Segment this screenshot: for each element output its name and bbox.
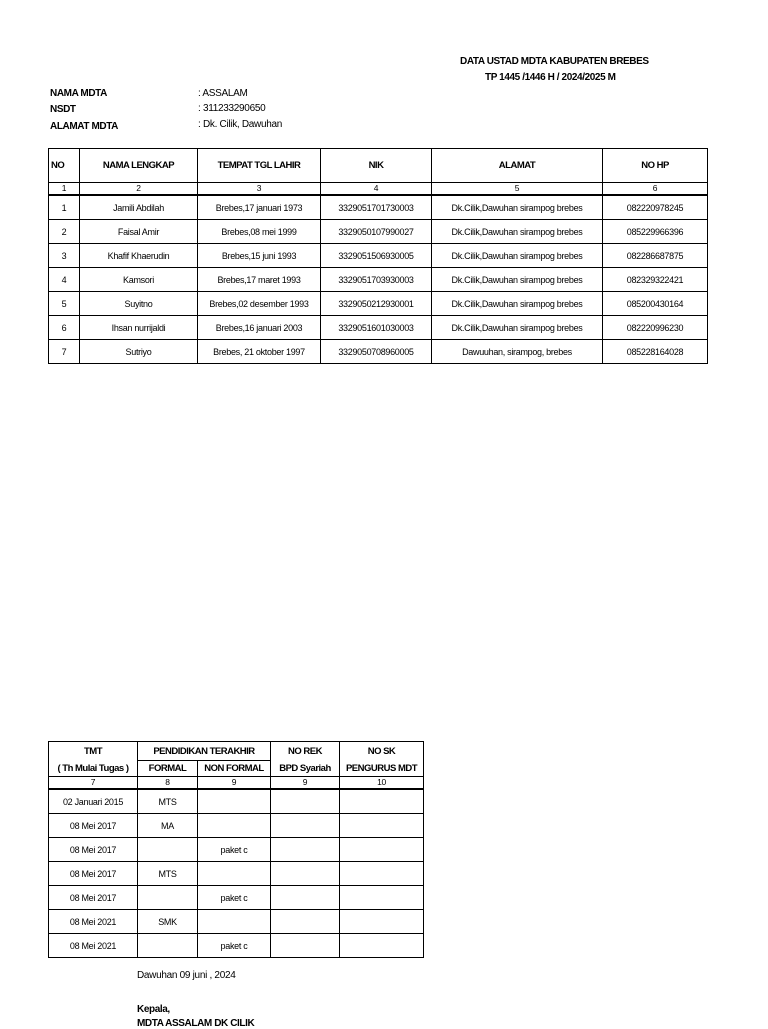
table-cell: Brebes,17 januari 1973 (198, 195, 321, 220)
table-cell: 3329050708960005 (321, 340, 432, 364)
table-cell: Brebes,17 maret 1993 (198, 268, 321, 292)
column-number-row (49, 777, 424, 790)
table-cell (271, 910, 340, 934)
table-cell (271, 886, 340, 910)
table-cell (340, 838, 424, 862)
table-row (49, 838, 424, 862)
nsdt-label: NSDT (50, 104, 76, 115)
column-number: 1 (49, 183, 80, 196)
table-cell (271, 814, 340, 838)
nama-mdta-label: NAMA MDTA (50, 88, 107, 99)
document-title: DATA USTAD MDTA KABUPATEN BREBES (460, 56, 649, 67)
table-cell: 6 (49, 316, 80, 340)
column-number: 7 (49, 777, 138, 790)
header-no-sk-sub: PENGURUS MDT (340, 761, 424, 777)
table-cell (340, 910, 424, 934)
table-cell (138, 886, 198, 910)
table-cell: 3329050107990027 (321, 220, 432, 244)
table-cell (271, 789, 340, 814)
table-row (49, 340, 708, 364)
table-cell: MTS (138, 862, 198, 886)
table-cell (198, 910, 271, 934)
header-no-hp: NO HP (603, 149, 708, 183)
table-cell: 08 Mei 2017 (49, 886, 138, 910)
table-cell: 082220978245 (603, 195, 708, 220)
table-row (49, 934, 424, 958)
table-cell: Jamili Abdilah (80, 195, 198, 220)
table-cell: Dk.Cilik,Dawuhan sirampog brebes (432, 220, 603, 244)
table-cell: paket c (198, 886, 271, 910)
column-number: 5 (432, 183, 603, 196)
table-cell: Dk.Cilik,Dawuhan sirampog brebes (432, 268, 603, 292)
table-cell (340, 789, 424, 814)
table-cell: 3329051506930005 (321, 244, 432, 268)
header-alamat: ALAMAT (432, 149, 603, 183)
table-cell (198, 814, 271, 838)
table-row (49, 220, 708, 244)
table-row (49, 910, 424, 934)
table-header-row (49, 149, 708, 183)
table-cell (198, 789, 271, 814)
place-date: Dawuhan 09 juni , 2024 (137, 970, 236, 981)
table-cell (138, 934, 198, 958)
column-number: 9 (271, 777, 340, 790)
table-cell (271, 862, 340, 886)
header-non-formal: NON FORMAL (198, 761, 271, 777)
column-number-row (49, 183, 708, 196)
table-cell: 085228164028 (603, 340, 708, 364)
table-cell: 02 Januari 2015 (49, 789, 138, 814)
header-pendidikan-terakhir: PENDIDIKAN TERAKHIR (138, 742, 271, 761)
table-cell: Dk.Cilik,Dawuhan sirampog brebes (432, 244, 603, 268)
table-cell: Brebes, 21 oktober 1997 (198, 340, 321, 364)
table-cell: 08 Mei 2021 (49, 910, 138, 934)
table-cell: 08 Mei 2021 (49, 934, 138, 958)
table-cell: 082329322421 (603, 268, 708, 292)
table-cell: Brebes,08 mei 1999 (198, 220, 321, 244)
table-cell (271, 838, 340, 862)
header-tempat-tgl-lahir: TEMPAT TGL LAHIR (198, 149, 321, 183)
table-subheader-row (49, 761, 424, 777)
table-cell (340, 934, 424, 958)
table-cell: Dawuuhan, sirampog, brebes (432, 340, 603, 364)
document-subtitle: TP 1445 /1446 H / 2024/2025 M (485, 72, 616, 83)
table-cell (138, 838, 198, 862)
column-number: 4 (321, 183, 432, 196)
table-cell: 7 (49, 340, 80, 364)
table-cell: Ihsan nurrijaldi (80, 316, 198, 340)
table-cell: Sutriyo (80, 340, 198, 364)
table-row (49, 886, 424, 910)
table-cell: Khafif Khaerudin (80, 244, 198, 268)
table-cell: 3 (49, 244, 80, 268)
table-row (49, 316, 708, 340)
table-cell: Brebes,16 januari 2003 (198, 316, 321, 340)
alamat-mdta-value: : Dk. Cilik, Dawuhan (198, 119, 283, 130)
table-cell: 3329051601030003 (321, 316, 432, 340)
table-cell: 082286687875 (603, 244, 708, 268)
table-cell: Suyitno (80, 292, 198, 316)
header-nik: NIK (321, 149, 432, 183)
table-cell: Faisal Amir (80, 220, 198, 244)
table-cell: Kamsori (80, 268, 198, 292)
table-cell: Brebes,15 juni 1993 (198, 244, 321, 268)
table-cell (340, 862, 424, 886)
table-cell: 08 Mei 2017 (49, 838, 138, 862)
table-cell: Dk.Cilik,Dawuhan sirampog brebes (432, 316, 603, 340)
nsdt-value: : 311233290650 (198, 103, 266, 114)
header-no: NO (49, 149, 80, 183)
table-cell: 3329050212930001 (321, 292, 432, 316)
table-row (49, 292, 708, 316)
table-cell: 082220996230 (603, 316, 708, 340)
table-cell: 08 Mei 2017 (49, 862, 138, 886)
table-cell: 085200430164 (603, 292, 708, 316)
table-cell: MA (138, 814, 198, 838)
table-cell: 5 (49, 292, 80, 316)
table-cell: SMK (138, 910, 198, 934)
tmt-pendidikan-table (48, 741, 424, 958)
ustad-data-table (48, 148, 708, 364)
column-number: 6 (603, 183, 708, 196)
header-no-sk: NO SK (340, 742, 424, 761)
column-number: 9 (198, 777, 271, 790)
alamat-mdta-label: ALAMAT MDTA (50, 121, 118, 132)
nama-mdta-value: : ASSALAM (198, 88, 248, 99)
table-cell: 2 (49, 220, 80, 244)
table-cell: 1 (49, 195, 80, 220)
header-tmt-sub: ( Th Mulai Tugas ) (49, 761, 138, 777)
header-no-rek: NO REK (271, 742, 340, 761)
table-row (49, 789, 424, 814)
table-cell: Brebes,02 desember 1993 (198, 292, 321, 316)
table-header-row (49, 742, 424, 761)
table-row (49, 195, 708, 220)
table-cell: Dk.Cilik,Dawuhan sirampog brebes (432, 292, 603, 316)
table-cell (271, 934, 340, 958)
table-cell: 4 (49, 268, 80, 292)
kepala-label: Kepala, (137, 1004, 170, 1015)
table-cell: paket c (198, 934, 271, 958)
header-tmt: TMT (49, 742, 138, 761)
table-cell: 3329051703930003 (321, 268, 432, 292)
column-number: 8 (138, 777, 198, 790)
table-row (49, 862, 424, 886)
table-cell: MTS (138, 789, 198, 814)
column-number: 10 (340, 777, 424, 790)
table-cell: paket c (198, 838, 271, 862)
column-number: 3 (198, 183, 321, 196)
table-cell: 3329051701730003 (321, 195, 432, 220)
header-no-rek-sub: BPD Syariah (271, 761, 340, 777)
table-cell: 085229966396 (603, 220, 708, 244)
table-cell: 08 Mei 2017 (49, 814, 138, 838)
table-cell (340, 886, 424, 910)
column-number: 2 (80, 183, 198, 196)
table-cell (198, 862, 271, 886)
table-row (49, 244, 708, 268)
table-cell (340, 814, 424, 838)
table-row (49, 268, 708, 292)
org-name: MDTA ASSALAM DK CILIK (137, 1018, 255, 1029)
table-cell: Dk.Cilik,Dawuhan sirampog brebes (432, 195, 603, 220)
table-row (49, 814, 424, 838)
header-formal: FORMAL (138, 761, 198, 777)
header-nama-lengkap: NAMA LENGKAP (80, 149, 198, 183)
